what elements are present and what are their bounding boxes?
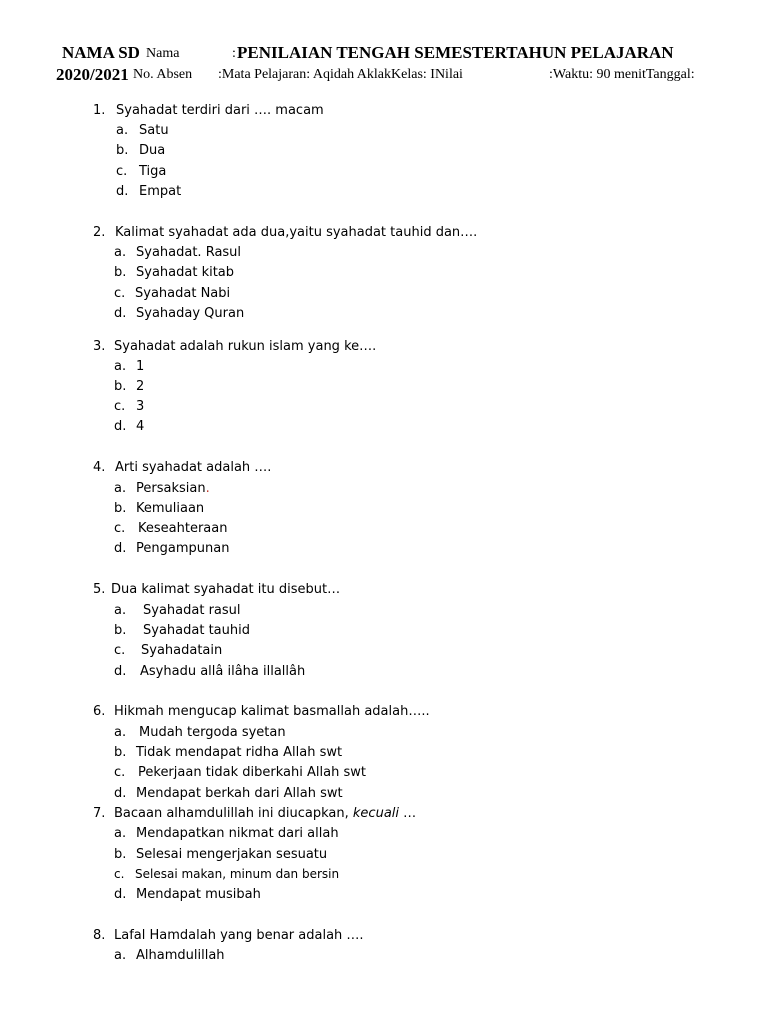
question-number: 7. bbox=[93, 806, 106, 821]
option-letter: c. bbox=[114, 643, 126, 658]
option-letter: b. bbox=[114, 501, 127, 516]
school-year: 2020/2021 bbox=[56, 65, 129, 84]
option-letter: a. bbox=[114, 245, 127, 260]
header-line-2 bbox=[0, 65, 768, 85]
question-text-emphasis: kecuali bbox=[352, 806, 400, 821]
option-letter: a. bbox=[114, 948, 127, 963]
option-text: 4 bbox=[136, 419, 145, 434]
option-text: Selesai makan, minum dan bersin bbox=[135, 867, 340, 881]
option-letter: d. bbox=[114, 786, 127, 801]
option-text: Mendapat musibah bbox=[136, 887, 261, 902]
option-text bbox=[136, 481, 210, 496]
option-text: 2 bbox=[136, 379, 145, 394]
option-letter: b. bbox=[114, 847, 127, 862]
option-letter: c. bbox=[116, 164, 128, 179]
option-letter: d. bbox=[116, 184, 129, 199]
option-text: Alhamdulillah bbox=[136, 948, 225, 963]
question-number: 4. bbox=[93, 460, 106, 475]
question-number: 1. bbox=[93, 103, 106, 118]
option-text: Tiga bbox=[139, 164, 167, 179]
question-1 bbox=[0, 103, 768, 123]
option-text: Kemuliaan bbox=[136, 501, 205, 516]
option-text: Satu bbox=[139, 123, 169, 138]
student-name-label: Nama bbox=[146, 46, 180, 61]
option-letter: d. bbox=[114, 306, 127, 321]
question-text-end: … bbox=[399, 806, 417, 821]
question-number: 5. bbox=[93, 582, 106, 597]
question-text: Lafal Hamdalah yang benar adalah …. bbox=[114, 928, 364, 943]
question-text: Syahadat adalah rukun islam yang ke…. bbox=[114, 339, 377, 354]
option-letter: d. bbox=[114, 419, 127, 434]
school-name-label: NAMA SD bbox=[62, 43, 140, 62]
option-text: Syahadat rasul bbox=[143, 603, 241, 618]
option-text: 1 bbox=[136, 359, 145, 374]
option-letter: a. bbox=[114, 725, 127, 740]
question-text: Arti syahadat adalah …. bbox=[115, 460, 272, 475]
question-number: 8. bbox=[93, 928, 106, 943]
option-text: Asyhadu allâ ilâha illallâh bbox=[140, 664, 306, 679]
option-text: Pekerjaan tidak diberkahi Allah swt bbox=[138, 765, 366, 780]
option-letter: c. bbox=[114, 765, 126, 780]
question-text: Syahadat terdiri dari …. macam bbox=[116, 103, 324, 118]
option-letter: d. bbox=[114, 887, 127, 902]
question-number: 2. bbox=[93, 225, 106, 240]
colon-separator: : bbox=[232, 46, 236, 61]
option-text: Mendapat berkah dari Allah swt bbox=[136, 786, 343, 801]
option-letter: b. bbox=[114, 745, 127, 760]
exam-title: PENILAIAN TENGAH SEMESTERTAHUN PELAJARAN bbox=[237, 43, 674, 62]
option-text: 3 bbox=[136, 399, 145, 414]
option-letter: a. bbox=[114, 603, 127, 618]
option-text: Syahadat. Rasul bbox=[136, 245, 242, 260]
option-text: Tidak mendapat ridha Allah swt bbox=[136, 745, 343, 760]
option-letter: c. bbox=[114, 521, 126, 536]
option-letter: d. bbox=[114, 664, 127, 679]
option-letter: a. bbox=[114, 359, 127, 374]
question-text-main: Bacaan alhamdulillah ini diucapkan, bbox=[114, 806, 349, 821]
option-text: Syahadat kitab bbox=[136, 265, 235, 280]
option-text: Mudah tergoda syetan bbox=[139, 725, 286, 740]
option-letter: b. bbox=[116, 143, 129, 158]
option-text: Selesai mengerjakan sesuatu bbox=[136, 847, 328, 862]
option-text: Dua bbox=[139, 143, 166, 158]
header-line-1 bbox=[0, 43, 768, 65]
option-text: Mendapatkan nikmat dari allah bbox=[136, 826, 339, 841]
option-letter: c. bbox=[114, 867, 125, 881]
question-number: 6. bbox=[93, 704, 106, 719]
time-date-label: :Waktu: 90 menitTanggal: bbox=[549, 67, 695, 82]
option-letter: b. bbox=[114, 379, 127, 394]
option-text: Empat bbox=[139, 184, 182, 199]
option-text: Keseahteraan bbox=[138, 521, 228, 536]
option-text-suffix: . bbox=[205, 481, 210, 496]
question-text: Dua kalimat syahadat itu disebut… bbox=[111, 582, 341, 597]
option-letter: a. bbox=[114, 481, 127, 496]
question-text bbox=[114, 806, 416, 821]
option-letter: a. bbox=[116, 123, 129, 138]
option-text-main: Persaksian bbox=[136, 481, 206, 496]
option-text: Syahadatain bbox=[141, 643, 223, 658]
question-text: Hikmah mengucap kalimat basmallah adalah….. bbox=[114, 704, 430, 719]
option-text: Pengampunan bbox=[136, 541, 230, 556]
option-letter: b. bbox=[114, 265, 127, 280]
option-text: Syahadat tauhid bbox=[143, 623, 250, 638]
question-number: 3. bbox=[93, 339, 106, 354]
question-text: Kalimat syahadat ada dua,yaitu syahadat tauhid dan…. bbox=[115, 225, 478, 240]
subject-class-grade-label: :Mata Pelajaran: Aqidah AklakKelas: INilai bbox=[218, 67, 463, 82]
option-text: Syahaday Quran bbox=[136, 306, 245, 321]
option-letter: d. bbox=[114, 541, 127, 556]
option-letter: b. bbox=[114, 623, 127, 638]
student-number-label: No. Absen bbox=[133, 67, 193, 82]
option-letter: c. bbox=[114, 286, 126, 301]
option-text: Syahadat Nabi bbox=[135, 286, 231, 301]
option-letter: a. bbox=[114, 826, 127, 841]
option-letter: c. bbox=[114, 399, 126, 414]
